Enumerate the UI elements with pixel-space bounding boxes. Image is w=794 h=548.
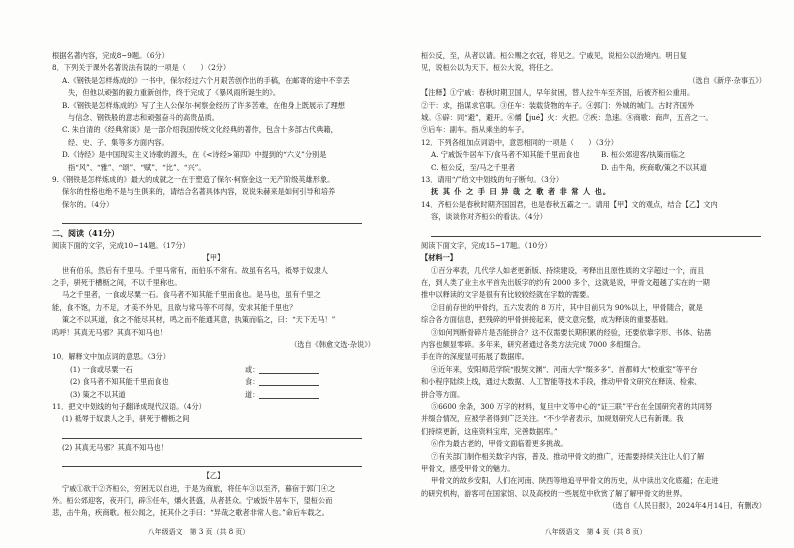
- material-1-line-5: 综合各方面信息，把残碎的甲骨拼接起来，使文意完整，成为释读的重要基础。: [421, 315, 673, 325]
- passage-yi-line-3: 悲，击牛角，疾商歌。桓公闻之，抚其仆之手曰：“异哉之歌者非常人也。”命后车载之。: [52, 508, 329, 518]
- section-reading-title: 二、阅读（41分）: [52, 228, 120, 239]
- passage-yi-source: （选自《新序·杂事五》）: [688, 75, 766, 85]
- material-1-line-16: ⑦有关部门制作相关数字内容，普及、推动甲骨文的推广，还需要持续关注让人们了解: [431, 451, 705, 461]
- material-1-line-15: ⑥作为最古老的，甲骨文面临着更多挑战。: [431, 439, 568, 449]
- q10-item-2: (2) 食马者不知其能千里而食也 食：: [52, 376, 375, 388]
- material-1-line-3: 推中以释读的文字是很有有比较较经就在字数的需要。: [421, 290, 594, 300]
- material-1-tail-2: 的研究机构，游客可在国家馆、以及高校的一些展览中欣赏了解了解甲骨文的世界。: [421, 488, 687, 498]
- q9-line-3: 保尔的。（4分）: [62, 199, 114, 209]
- q13-sentence: 抚 其 仆 之 手 曰 异 哉 之 歌 者 非 常 人 也。: [431, 187, 612, 197]
- q8-stem: 8．下列关于课外名著说法有误的一项是（ ）（2分）: [52, 63, 231, 73]
- q9-answer-line[interactable]: [62, 212, 362, 224]
- q8-option-b-cont: 与信念、钢铁般的意志和顽强奋斗的高贵品质。: [68, 113, 219, 123]
- q12-option-d[interactable]: D. 击牛角，疾商歌/策之不以其道: [601, 162, 707, 172]
- notes-line-2: ②干：求，指谋求官职。③任车：装载货物的车子。④郭门：外城的城门。古时齐国外: [421, 100, 695, 110]
- material-1-line-11: 拼合等方面。: [421, 389, 465, 399]
- q9-line-1: 9.《钢铁是怎样炼成的》最大的成就之一在于塑造了保尔·柯察金这一无产阶级英雄形象。: [52, 175, 335, 185]
- material-1-line-7: 内容也颇显零碎。多年来，研究者通过各类方法完成 7000 多组缀合。: [421, 339, 646, 349]
- material-1-line-8: 手在许的深度显可拓展了数据库。: [421, 352, 529, 362]
- page-4-footer: 八年级语文 第 4 页（共 8 页）: [544, 528, 647, 536]
- passage-jia-label: 【甲】: [202, 253, 225, 263]
- passage-yi-cont-1: 桓公反，至，从者以请。桓公赐之衣冠，将见之。宁戚见，说桓公以治境内。明日复: [421, 51, 687, 60]
- q14-line-1: 14．齐桓公是春秋时期齐国国君，也是春秋五霸之一。请用【甲】文的观点，结合【乙】文内: [421, 199, 718, 209]
- material-1-line-10: 和小程序陆续上线，通过大数据、人工智能等技术手段，推动甲骨文研究在释读、检索、: [421, 377, 702, 387]
- intro-line: 根据名著内容，完成8~9题。（6分）: [52, 51, 169, 60]
- q12-option-b[interactable]: B. 桓公郊迎客/执策而临之: [601, 150, 686, 160]
- exam-page-4: [397, 0, 794, 548]
- q11-answer-line-2[interactable]: [62, 455, 362, 467]
- notes-line-4: ⑨后车：副车。指从乘坐的车子。: [421, 125, 529, 135]
- q11-stem: 11．把文中划线的句子翻译成现代汉语。（4分）: [52, 401, 206, 411]
- q8-option-a: A.《钢铁是怎样炼成的》一书中，保尔经过六个月艰苦创作出的手稿，在邮寄的途中不幸丢: [62, 75, 350, 85]
- q12-stem: 12．下列各组加点词语中，意思相同的一项是（ ）（3分）: [421, 137, 618, 147]
- q8-option-c-cont: 经、史、子、集等多方面内容。: [68, 137, 169, 147]
- q11-sentence-2: (2) 其真无马邪？其真不知马也！: [62, 442, 168, 452]
- passage-jia-line-4: 能，食不饱，力不足，才美不外见，且欲与常马等不可得，安求其能千里也？: [52, 302, 297, 312]
- material-1-line-4: ②目前存世的甲骨约，五六发表的 8 万片，其中目前只为 90%以上，甲骨随合，就是: [431, 302, 703, 312]
- q8-option-b: B.《钢铁是怎样炼成的》写了主人公保尔·柯察金经历了许多苦难，在他身上既展示了理想: [62, 100, 345, 110]
- passage-yi-line-1: 宁戚①欲干②齐桓公，穷困无以自进，于是为商旅，将任车③以至齐，暮宿于郭门④之: [62, 483, 336, 493]
- material-1-line-2: 在，到人类了业主水平首先出版字的约有 2000 多个，这就是说，甲骨文超越了实在的一期: [421, 277, 710, 287]
- q10-item-1: (1) 一食或尽粟一石 或：: [52, 364, 375, 376]
- q14-answer-line[interactable]: [431, 225, 761, 237]
- passage-jia-source: （选自《韩愈文选·杂说》）: [290, 339, 375, 349]
- q12-options-row-1: [421, 149, 766, 161]
- q9-line-2: 保尔的性格也绝不是与生俱来的，请结合名著具体内容，说说朱赫来是如何引导和培养: [62, 187, 336, 197]
- material-1-line-17: 甲骨文，感受甲骨文的魅力。: [421, 464, 515, 473]
- section-reading-intro: 阅读下面的文字，完成10~14题。（17分）: [52, 240, 190, 250]
- passage-yi-cont-2: 见，说桓公以为天下。桓公大说，将任之。: [421, 63, 558, 73]
- q10-blank-2[interactable]: [259, 376, 319, 386]
- q10-blank-1[interactable]: [259, 364, 319, 374]
- passage-jia-line-5: 策之不以其道，食之不能尽其材，鸣之而不能通其意，执策而临之，曰：“天下无马！”: [62, 315, 336, 325]
- material-1-line-12: ⑤6600 余条，300 万字的材料，复旦中文等中心的“证三联”平台在全国研究者的共同努: [431, 401, 713, 411]
- q12-option-c[interactable]: C. 桓公反，至/马之千里者: [431, 162, 516, 172]
- q8-option-c: C. 朱自清的《经典常谈》是一部介绍我国传统文化经典的著作，包含十多部古代典籍，: [62, 125, 338, 135]
- material-1-tail-1: 甲骨文的故乡安阳，人们在河南、陕西等地追寻甲骨文的历史，从中读出文化底蕴；在走进: [431, 476, 719, 486]
- q11-sentence-1: (1) 祗辱于奴隶人之手，骈死于槽枥之间: [62, 414, 190, 424]
- notes-line-1: 【注释】①宁戚：春秋时期卫国人，早年贫困，替人拉牛车至齐国，后被齐桓公重用。: [421, 88, 695, 98]
- q10-stem: 10．解释文中加点词的意思。（3分）: [52, 352, 170, 362]
- passage-jia-line-2: 之手，骈死于槽枥之间，不以千里称也。: [52, 277, 182, 287]
- passage-yi-line-2: 外。桓公郊迎客，夜开门，辟⑤任车，爝火甚盛，从者甚众。宁戚饭牛居车下，望桓公而: [52, 496, 333, 505]
- q11-answer-line-1[interactable]: [62, 427, 362, 439]
- page-3-footer: 八年级语文 第 3 页（共 8 页）: [147, 528, 250, 536]
- passage-jia-line-1: 世有伯乐，然后有千里马。千里马常有，而伯乐不常有。故虽有名马，祗辱于奴隶人: [62, 265, 328, 275]
- material-1-label: 【材料一】: [421, 253, 457, 263]
- notes-line-3: 城。⑤辟：同“避”，避开。⑥爝【jué】火：火把。⑦疾：急速。⑧商歌：商声，五音之一。: [421, 113, 713, 123]
- material-1-line-14: 们持续更新，这座资料宝库，完善数据库。”: [421, 426, 558, 436]
- material-1-line-6: ③如何判断骨碎片是否能拼合？这不仅需要长期积累的经验，还要依靠字形、书体、钻凿: [431, 327, 712, 337]
- passage-jia-line-6: 呜呼！其真无马邪？其真不知马也！: [52, 327, 168, 337]
- passage-jia-line-3: 马之千里者，一食或尽粟一石。食马者不知其能千里而食也。是马也，虽有千里之: [62, 290, 321, 300]
- q10-blank-3[interactable]: [259, 389, 319, 399]
- q8-option-a-cont: 失，但他以顽强的毅力重新创作，终于完成了《暴风雨所诞生的》。: [68, 88, 281, 98]
- reading2-intro: 阅读下面文字，完成15~17题。（10分）: [421, 240, 552, 250]
- passage-yi-label: 【乙】: [202, 471, 225, 481]
- material-1-line-9: ④近年来，安阳师范学院“殷契文渊”、河南大学“缀多多”、首都师大“校重室”等平台: [431, 364, 698, 374]
- material-1-source: （选自《人民日报》，2024年4月14日，有删改）: [608, 501, 766, 511]
- q8-option-d-cont: 指“风”、“雅”、“颂”、“赋”、“比”、“兴”。: [68, 162, 206, 172]
- q10-item-3: (3) 策之不以其道 道：: [52, 389, 375, 401]
- material-1-line-1: ①百分率表，几代学人如老更新版、持续建设，考释出且原性质的文字超过一个，而且: [431, 265, 705, 275]
- q12-option-a[interactable]: A. 宁戚饭牛居车下/食马者不知其能千里而食也: [431, 150, 580, 160]
- q14-line-2: 容，谈谈你对齐桓公的看法。（4分）: [431, 212, 547, 222]
- q8-option-d: D.《诗经》是中国现实主义诗歌的源头，在《<诗经>第四》中提到的“六义”分别是: [62, 150, 327, 160]
- q13-stem: 13．请用“/”给文中划线的句子断句。（3分）: [421, 175, 564, 185]
- q12-options-row-2: [421, 162, 766, 174]
- material-1-line-13: 并缀合情况，应被学者得到广泛关注。“不少学者表示，加规划研究人已有新课。我: [421, 414, 684, 424]
